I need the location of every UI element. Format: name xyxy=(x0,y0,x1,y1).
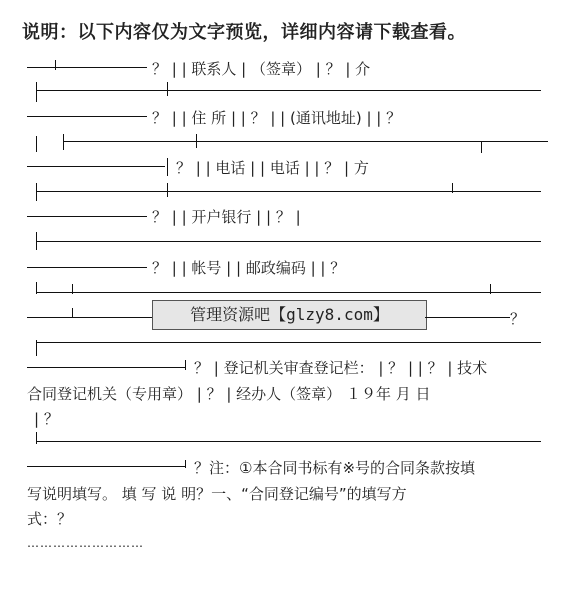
note-text: 写说明填写。 填 写 说 明？一、“合同登记编号”的填写方 xyxy=(27,485,407,503)
table-rule xyxy=(55,60,56,70)
table-rule xyxy=(167,183,168,197)
table-rule xyxy=(63,141,548,142)
table-rule xyxy=(185,460,186,468)
table-rule xyxy=(36,82,37,102)
form-row-account: ？ | | 帐号 | | 邮政编码 | | ？ xyxy=(152,259,346,277)
form-row-address: ？ | | 住 所 | | ？ | | (通讯地址) | | ？ xyxy=(152,109,402,127)
table-rule xyxy=(36,136,37,152)
table-rule xyxy=(36,183,37,201)
note-text: 式：？ xyxy=(27,510,73,528)
table-rule xyxy=(490,284,491,294)
table-rule xyxy=(185,360,186,370)
form-row-contact: ？ | | 联系人 | （签章） | ？ | 介 xyxy=(152,60,371,78)
table-rule xyxy=(36,292,541,293)
table-rule xyxy=(27,67,147,68)
table-rule xyxy=(452,183,453,193)
form-row-phone: ？ | | 电话 | | 电话 | | ？ | 方 xyxy=(176,159,369,177)
table-rule xyxy=(36,342,541,343)
registration-row: ？ | 登记机关审查登记栏： | ？ | | ？ | 技术 xyxy=(194,359,488,377)
table-rule xyxy=(481,141,482,153)
table-rule xyxy=(63,134,64,150)
table-rule xyxy=(36,441,541,442)
table-rule xyxy=(167,158,168,176)
table-rule xyxy=(196,134,197,148)
table-rule xyxy=(27,317,152,318)
table-rule xyxy=(167,82,168,96)
table-rule xyxy=(72,284,73,294)
trailing-dots: ……………………… xyxy=(27,536,144,550)
table-rule xyxy=(36,241,541,242)
table-rule xyxy=(27,466,185,467)
cell-marker: ？ xyxy=(510,310,526,328)
registration-row: 合同登记机关（专用章） | ？ | 经办人（签章） １９年 月 日 xyxy=(27,385,431,403)
table-rule xyxy=(36,90,541,91)
table-rule xyxy=(27,367,185,368)
table-rule xyxy=(27,166,165,167)
site-watermark-banner: 管理资源吧【glzy8.com】 xyxy=(152,300,427,330)
table-rule xyxy=(36,432,37,444)
table-rule xyxy=(425,317,510,318)
form-row-bank: ？ | | 开户银行 | | ？ | xyxy=(152,208,301,226)
table-rule xyxy=(72,308,73,318)
table-rule xyxy=(27,216,147,217)
table-rule xyxy=(36,191,541,192)
table-rule xyxy=(27,267,147,268)
registration-row: | ？ xyxy=(34,410,59,428)
table-rule xyxy=(27,116,147,117)
note-text: ？注：①本合同书标有※号的合同条款按填 xyxy=(194,459,476,477)
preview-notice: 说明：以下内容仅为文字预览，详细内容请下载查看。 xyxy=(22,22,466,43)
